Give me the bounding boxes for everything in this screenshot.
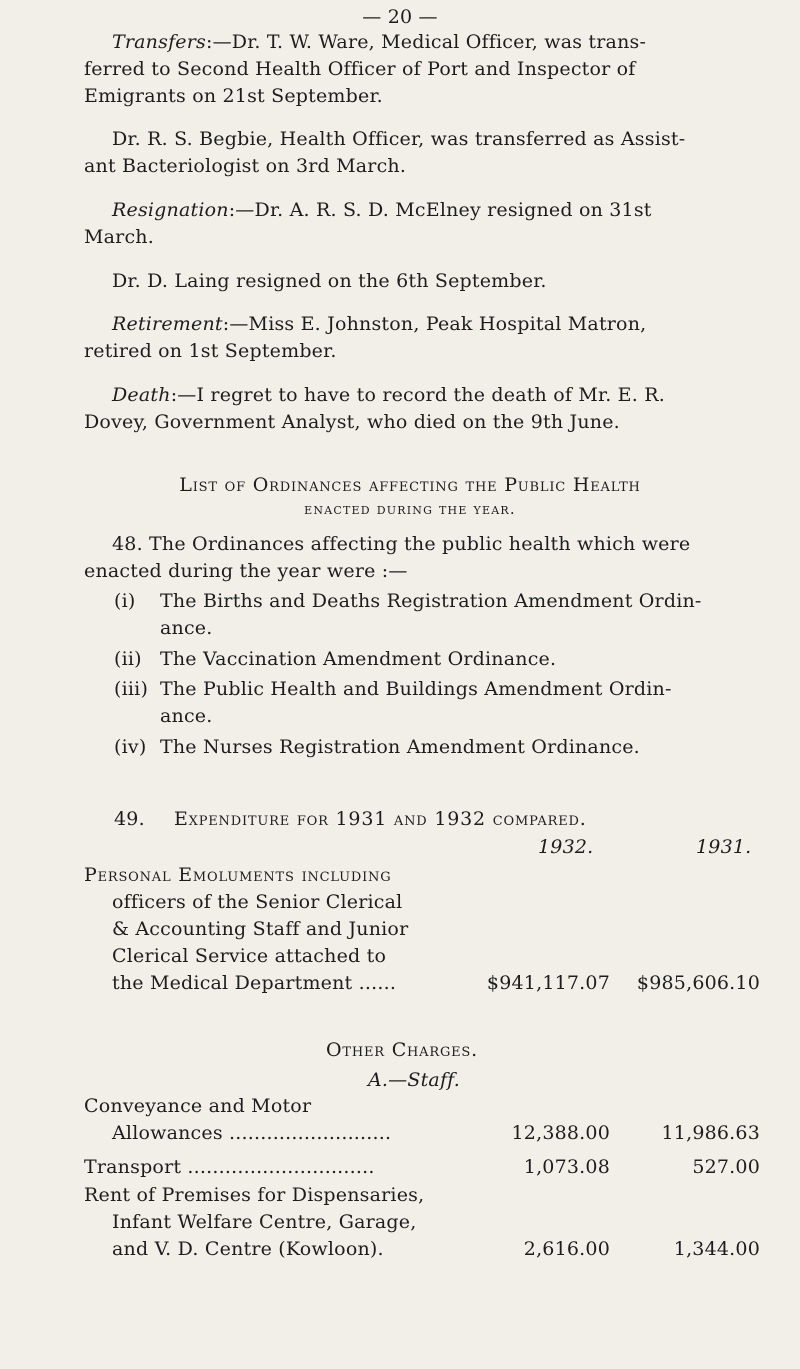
retirement-line-1: :—Miss E. Johnston, Peak Hospital Matron, — [222, 313, 647, 335]
transfers-line-3: Emigrants on 21st September. — [84, 85, 383, 107]
ordinances-intro-1: 48. The Ordinances affecting the public health which were — [112, 533, 691, 555]
column-1931-header: 1931. — [696, 836, 752, 858]
personal-line-2: officers of the Senior Clerical — [112, 891, 403, 913]
expenditure-heading: Expenditure for 1931 and 1932 compared. — [174, 808, 587, 830]
resignation-paragraph — [112, 197, 652, 224]
transport-1931-value: 527.00 — [692, 1156, 760, 1178]
ordinance-item-2-num: (ii) — [114, 648, 142, 670]
resignation-line-1: :—Dr. A. R. S. D. McElney resigned on 31st — [228, 199, 652, 221]
personal-line-4: Clerical Service attached to — [112, 945, 387, 967]
column-1932-header: 1932. — [538, 836, 594, 858]
expenditure-heading-number: 49. — [114, 808, 145, 830]
transfers-paragraph — [112, 29, 646, 56]
resignation-line-2: March. — [84, 226, 154, 248]
ordinances-heading-1: List of Ordinances affecting the Public Health — [179, 474, 641, 496]
death-line-2: Dovey, Government Analyst, who died on the 9th June. — [84, 411, 620, 433]
personal-line-5: the Medical Department ...... — [112, 972, 397, 994]
retirement-line-2: retired on 1st September. — [84, 340, 337, 362]
rent-line-3: and V. D. Centre (Kowloon). — [112, 1238, 384, 1260]
other-charges-heading: Other Charges. — [326, 1039, 478, 1061]
death-line-1: :—I regret to have to record the death of Mr. E. R. — [170, 384, 665, 406]
transfers-line-2: ferred to Second Health Officer of Port and Inspector of — [84, 58, 636, 80]
personal-1932-value: $941,117.07 — [486, 972, 610, 994]
conveyance-1932-value: 12,388.00 — [511, 1122, 610, 1144]
transport-1932-value: 1,073.08 — [523, 1156, 610, 1178]
ordinance-item-4-num: (iv) — [114, 736, 147, 758]
death-paragraph — [112, 382, 665, 409]
retirement-paragraph — [112, 311, 646, 338]
ordinance-item-3-line-2: ance. — [160, 705, 213, 727]
conveyance-line-2: Allowances .......................... — [112, 1122, 392, 1144]
retirement-label: Retirement — [112, 313, 223, 335]
rent-1931-value: 1,344.00 — [673, 1238, 760, 1260]
personal-line-3: & Accounting Staff and Junior — [112, 918, 409, 940]
transfers-label: Transfers — [112, 31, 206, 53]
ordinance-item-1-line-1: The Births and Deaths Registration Amendment Ordin- — [160, 590, 702, 612]
resignation-label: Resignation — [112, 199, 229, 221]
laing-line: Dr. D. Laing resigned on the 6th September. — [112, 270, 547, 292]
transfers-line-1: :—Dr. T. W. Ware, Medical Officer, was trans- — [205, 31, 647, 53]
death-label: Death — [112, 384, 171, 406]
conveyance-line-1: Conveyance and Motor — [84, 1095, 312, 1117]
ordinance-item-1-line-2: ance. — [160, 617, 213, 639]
personal-1931-value: $985,606.10 — [636, 972, 760, 994]
ordinances-intro-2: enacted during the year were :— — [84, 560, 408, 582]
begbie-line-1: Dr. R. S. Begbie, Health Officer, was transferred as Assist- — [112, 128, 686, 150]
conveyance-1931-value: 11,986.63 — [661, 1122, 760, 1144]
rent-1932-value: 2,616.00 — [523, 1238, 610, 1260]
ordinance-item-2-line-1: The Vaccination Amendment Ordinance. — [160, 648, 557, 670]
page-number: — 20 — — [362, 6, 438, 28]
staff-heading: A.—Staff. — [368, 1069, 460, 1091]
personal-line-1: Personal Emoluments including — [84, 864, 392, 886]
rent-line-1: Rent of Premises for Dispensaries, — [84, 1184, 425, 1206]
ordinance-item-3-num: (iii) — [114, 678, 149, 700]
begbie-line-2: ant Bacteriologist on 3rd March. — [84, 155, 407, 177]
ordinances-heading-2: enacted during the year. — [304, 500, 516, 518]
transport-line: Transport .............................. — [84, 1156, 375, 1178]
rent-line-2: Infant Welfare Centre, Garage, — [112, 1211, 417, 1233]
ordinance-item-3-line-1: The Public Health and Buildings Amendment Ordin- — [160, 678, 672, 700]
ordinance-item-4-line-1: The Nurses Registration Amendment Ordinance. — [160, 736, 640, 758]
ordinance-item-1-num: (i) — [114, 590, 136, 612]
